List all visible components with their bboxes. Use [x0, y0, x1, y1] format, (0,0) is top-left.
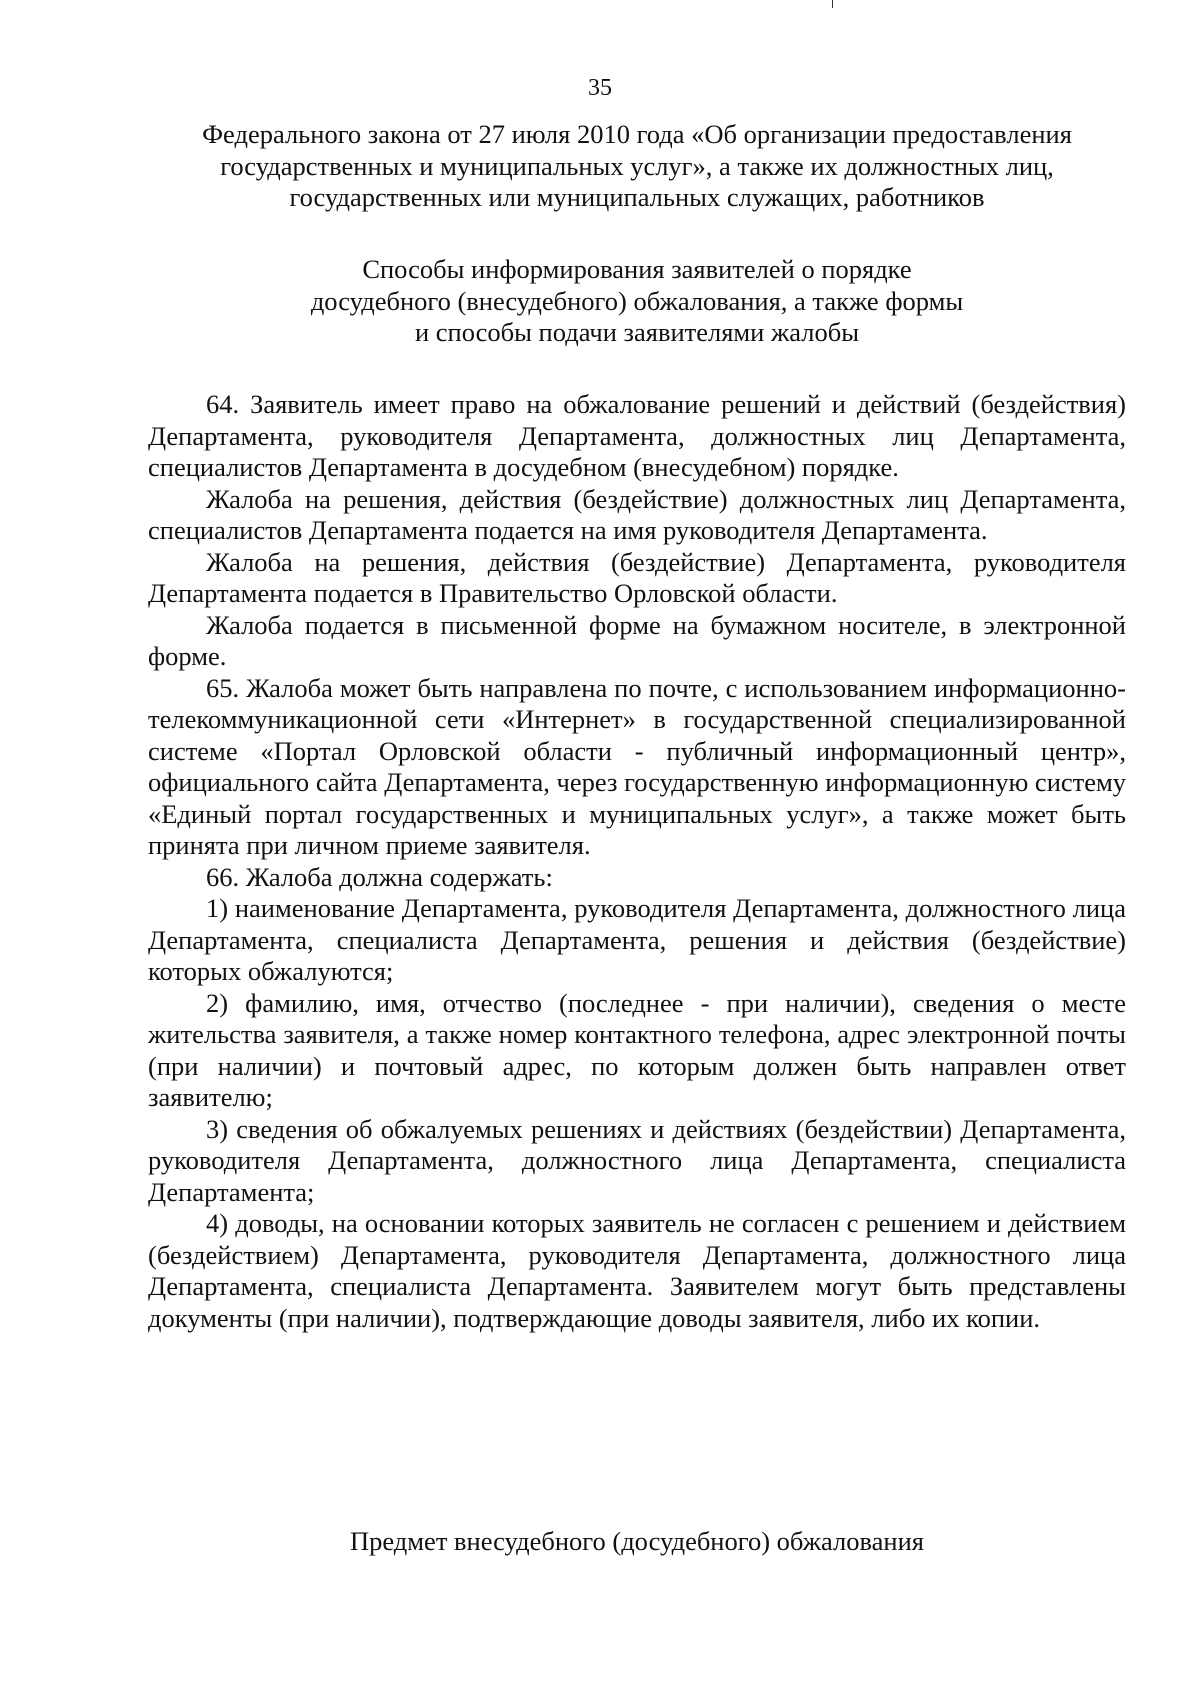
- section-heading-line: и способы подачи заявителями жалобы: [414, 317, 860, 347]
- list-item-4: 4) доводы, на основании которых заявитель не согласен с решением и действием (бездействием) Департамента, руководителя Департамента, должностного лица Департамента, специалиста Департамента. Заявителем могут быть представлены документы (при наличии), подтверждающие доводы заявителя, либо их копии.: [148, 1208, 1126, 1333]
- intro-line: Федерального закона от 27 июля 2010 года «Об организации предоставления: [202, 119, 1072, 149]
- list-item-2: 2) фамилию, имя, отчество (последнее - при наличии), сведения о месте жительства заявителя, а также номер контактного телефона, адрес электронной почты (при наличии) и почтовый адрес, по которым должен быть направлен ответ заявителю;: [148, 987, 1126, 1112]
- section-heading-line: Способы информирования заявителей о порядке: [362, 254, 912, 284]
- paragraph-complaint-government: Жалоба на решения, действия (бездействие) Департамента, руководителя Департамента подается в Правительство Орловской области.: [148, 546, 1126, 608]
- intro-line: государственных или муниципальных служащих, работников: [289, 182, 985, 212]
- paragraph-66: 66. Жалоба должна содержать:: [206, 861, 553, 892]
- body-text: [148, 389, 1126, 1334]
- closing-heading: [148, 1526, 1126, 1558]
- page-number: 35: [588, 75, 612, 101]
- list-item-1: 1) наименование Департамента, руководителя Департамента, должностного лица Департамента, специалиста Департамента, решения и действия (бездействие) которых обжалуются;: [148, 893, 1126, 986]
- closing-heading-line: Предмет внесудебного (досудебного) обжалования: [350, 1526, 924, 1556]
- scan-edge-mark: [832, 0, 833, 8]
- paragraph-65: 65. Жалоба может быть направлена по почте, с использованием информационно-телекоммуникационной сети «Интернет» в государственной специализированной системе «Портал Орловской области - публичный информационный центр», официального сайта Департамента, через государственную информационную систему «Единый портал государственных и муниципальных услуг», а также может быть принята при личном приеме заявителя.: [148, 672, 1126, 860]
- paragraph-complaint-form: Жалоба подается в письменной форме на бумажном носителе, в электронной форме.: [148, 609, 1126, 671]
- list-item-3: 3) сведения об обжалуемых решениях и действиях (бездействии) Департамента, руководителя Департамента, должностного лица Департамента, специалиста Департамента;: [148, 1113, 1126, 1207]
- intro-text: [148, 119, 1126, 214]
- section-heading: [148, 254, 1126, 349]
- intro-line: государственных и муниципальных услуг», а также их должностных лиц,: [220, 150, 1054, 181]
- section-heading-line: досудебного (внесудебного) обжалования, а также формы: [310, 285, 964, 316]
- paragraph-complaint-officials: Жалоба на решения, действия (бездействие) должностных лиц Департамента, специалистов Департамента подается на имя руководителя Департамента.: [148, 483, 1126, 545]
- paragraph-64: 64. Заявитель имеет право на обжалование решений и действий (бездействия) Департамента, руководителя Департамента, должностных лиц Департамента, специалистов Департамента в досудебном (внесудебном) порядке.: [148, 389, 1126, 482]
